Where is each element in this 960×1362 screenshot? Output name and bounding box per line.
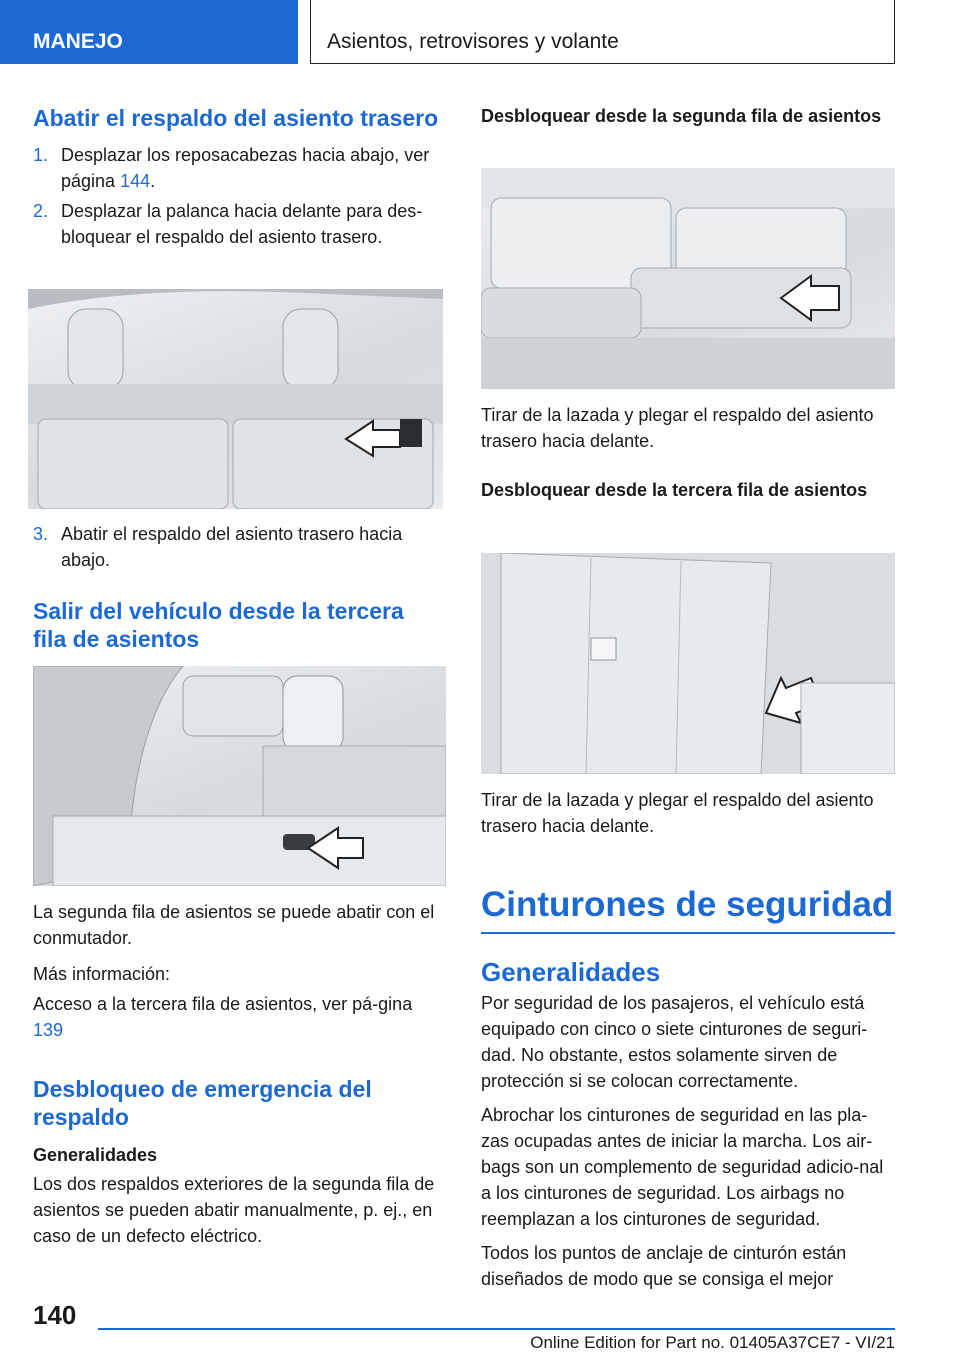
figure-third-row-unlock (481, 553, 895, 774)
left-column (33, 104, 443, 250)
general-description: Los dos respaldos exteriores de la segunda fila de asientos se pueden abatir manualmente, p. ej., en caso de un defecto eléctrico. (33, 1174, 435, 1246)
step-text: Desplazar los reposacabezas hacia abajo, ver página 144. (61, 145, 430, 191)
step-text: Abatir el respaldo del asiento trasero hacia abajo. (61, 524, 403, 570)
access-reference: Acceso a la tercera fila de asientos, ver pá‐gina 139 (33, 994, 413, 1040)
figure-second-row-switch (33, 666, 446, 886)
steps-list (33, 142, 443, 250)
figure-rear-seat-lever (28, 289, 443, 509)
step-text: Desplazar la palanca hacia delante para des‐bloquear el respaldo del asiento trasero. (61, 201, 423, 247)
more-info-label: Más información: (33, 964, 171, 984)
paragraph-2: Abrochar los cinturones de seguridad en las pla‐zas ocupadas antes de iniciar la marcha. Los air‐bags son un complemento de seguridad adicio‐nal a los cinturones de seguridad. Los airbags no reemplazan a los cinturones de seguridad. (481, 1105, 884, 1229)
subheading-unlock-third-row: Desbloquear desde la tercera fila de asientos (481, 480, 868, 500)
title-rule (481, 932, 895, 934)
page-number: 140 (33, 1300, 77, 1330)
caption-second-block (481, 402, 895, 502)
heading-exit-third-row: Salir del vehículo desde la tercera fila de asientos (33, 598, 404, 652)
heading-seatbelts: Cinturones de seguridad (481, 885, 894, 924)
figure-second-row-unlock (481, 168, 895, 389)
step-3 (33, 521, 443, 573)
edition-note: Online Edition for Part no. 01405A37CE7 - VI/21 (530, 1333, 895, 1352)
paragraph-1: Por seguridad de los pasajeros, el vehículo está equipado con cinco o siete cinturones de seguri‐dad. No obstante, estos solamente sirven de protección si se colocan correctamente. (481, 993, 868, 1091)
right-column-top (481, 104, 895, 128)
paragraph-3: Todos los puntos de anclaje de cinturón están diseñados de modo que se consiga el mejor (481, 1243, 847, 1289)
page-link-139[interactable]: 139 (33, 1020, 64, 1040)
step-number: 1. (33, 145, 49, 165)
page-link-144[interactable]: 144 (120, 171, 151, 191)
seatbelts-section (481, 884, 895, 1292)
heading-emergency-release: Desbloqueo de emergencia del respaldo (33, 1076, 372, 1130)
chapter-header (310, 0, 895, 64)
subheading-unlock-second-row: Desbloquear desde la segunda fila de asientos (481, 106, 882, 126)
subheading-general: Generalidades (33, 1145, 158, 1165)
exit-description: La segunda fila de asientos se puede abatir con el conmutador. (33, 902, 435, 948)
section-tab (0, 0, 298, 64)
section-label: MANEJO (33, 30, 123, 53)
heading-fold-backrest: Abatir el respaldo del asiento trasero (33, 105, 439, 131)
footer-rule (98, 1328, 895, 1330)
exit-text-block (33, 899, 443, 1043)
step-number: 3. (33, 524, 49, 544)
emergency-section (33, 1075, 443, 1249)
exit-section (33, 597, 443, 653)
caption-third-block (481, 787, 895, 839)
heading-general: Generalidades (481, 957, 661, 987)
step-item (33, 521, 443, 573)
caption-second-row: Tirar de la lazada y plegar el respaldo del asiento trasero hacia delante. (481, 405, 874, 451)
caption-third-row: Tirar de la lazada y plegar el respaldo del asiento trasero hacia delante. (481, 790, 874, 836)
step-item (33, 198, 443, 250)
step-item (33, 142, 443, 194)
step-number: 2. (33, 201, 49, 221)
chapter-title: Asientos, retrovisores y volante (327, 30, 619, 53)
